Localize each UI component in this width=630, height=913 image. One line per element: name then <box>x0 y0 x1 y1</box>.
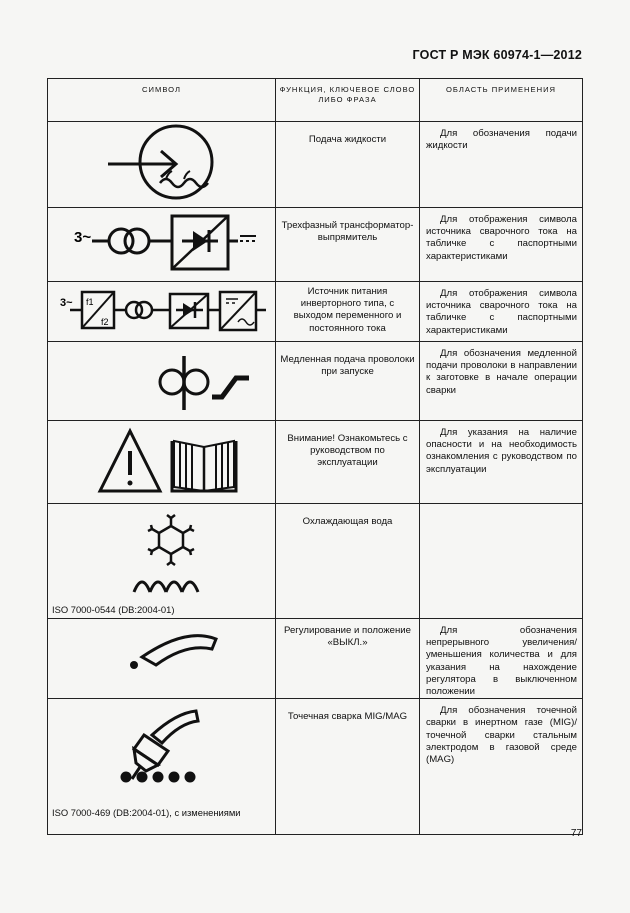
three-phase-label: 3~ <box>60 297 73 309</box>
warning-read-manual-icon <box>48 421 275 503</box>
symbol-cell <box>48 208 276 282</box>
f2-label: f2 <box>101 317 109 327</box>
iso-reference: ISO 7000-0544 (DB:2004-01) <box>52 604 175 615</box>
table-row <box>48 122 583 208</box>
table-row <box>48 282 583 342</box>
table-row <box>48 619 583 699</box>
symbol-cell <box>48 504 276 619</box>
area-cell: Для указания на наличие опасности и на необходимость ознакомления с руководством по эксплуатации <box>420 421 583 504</box>
symbol-cell <box>48 342 276 421</box>
function-cell: Регулирование и положение «ВЫКЛ.» <box>276 619 420 699</box>
regulator-off-icon <box>48 619 275 691</box>
slow-wire-feed-icon <box>48 342 275 420</box>
f1-label: f1 <box>86 297 94 307</box>
symbols-table <box>47 78 583 835</box>
area-cell: Для обозначения непрерывного увеличения/уменьшения количества и для указания на нахождение регулятора в выключенном положении <box>420 619 583 699</box>
area-cell <box>420 504 583 619</box>
document-header: ГОСТ Р МЭК 60974-1—2012 <box>412 48 582 62</box>
column-header-symbol: СИМВОЛ <box>48 79 276 122</box>
three-phase-label: 3~ <box>74 229 92 246</box>
function-cell: Точечная сварка MIG/MAG <box>276 699 420 835</box>
function-cell: Внимание! Ознакомьтесь с руководством по эксплуатации <box>276 421 420 504</box>
area-cell: Для отображения символа источника сварочного тока на табличке с паспортными характеристиками <box>420 282 583 342</box>
table-row <box>48 504 583 619</box>
symbol-cell <box>48 699 276 835</box>
symbol-cell <box>48 122 276 208</box>
symbol-cell <box>48 421 276 504</box>
table-row <box>48 208 583 282</box>
liquid-feed-icon <box>48 122 275 207</box>
function-cell: Трехфазный трансформатор-выпрямитель <box>276 208 420 282</box>
table-row <box>48 699 583 835</box>
table-row <box>48 342 583 421</box>
area-cell: Для обозначения подачи жидкости <box>420 122 583 208</box>
symbol-cell <box>48 282 276 342</box>
column-header-function: ФУНКЦИЯ, КЛЮЧЕВОЕ СЛОВО ЛИБО ФРАЗА <box>276 79 420 122</box>
inverter-source-icon <box>48 282 275 341</box>
table-row <box>48 421 583 504</box>
page-number: 77 <box>570 828 582 839</box>
function-cell: Источник питания инверторного типа, с выходом переменного и постоянного тока <box>276 282 420 342</box>
cooling-water-icon <box>48 504 275 618</box>
area-cell: Для обозначения медленной подачи проволоки в направлении к заготовке в начале операции сварки <box>420 342 583 421</box>
column-header-area: ОБЛАСТЬ ПРИМЕНЕНИЯ <box>420 79 583 122</box>
function-cell: Медленная подача проволоки при запуске <box>276 342 420 421</box>
function-cell: Подача жидкости <box>276 122 420 208</box>
three-phase-transformer-rectifier-icon <box>48 208 275 281</box>
area-cell: Для обозначения точечной сварки в инертном газе (MIG)/точечной сварки стальным электродом в газовой среде (MAG) <box>420 699 583 835</box>
function-cell: Охлаждающая вода <box>276 504 420 619</box>
iso-reference: ISO 7000-469 (DB:2004-01), с изменениями <box>52 807 241 819</box>
symbol-cell <box>48 619 276 699</box>
area-cell: Для отображения символа источника сварочного тока на табличке с паспортными характеристиками <box>420 208 583 282</box>
